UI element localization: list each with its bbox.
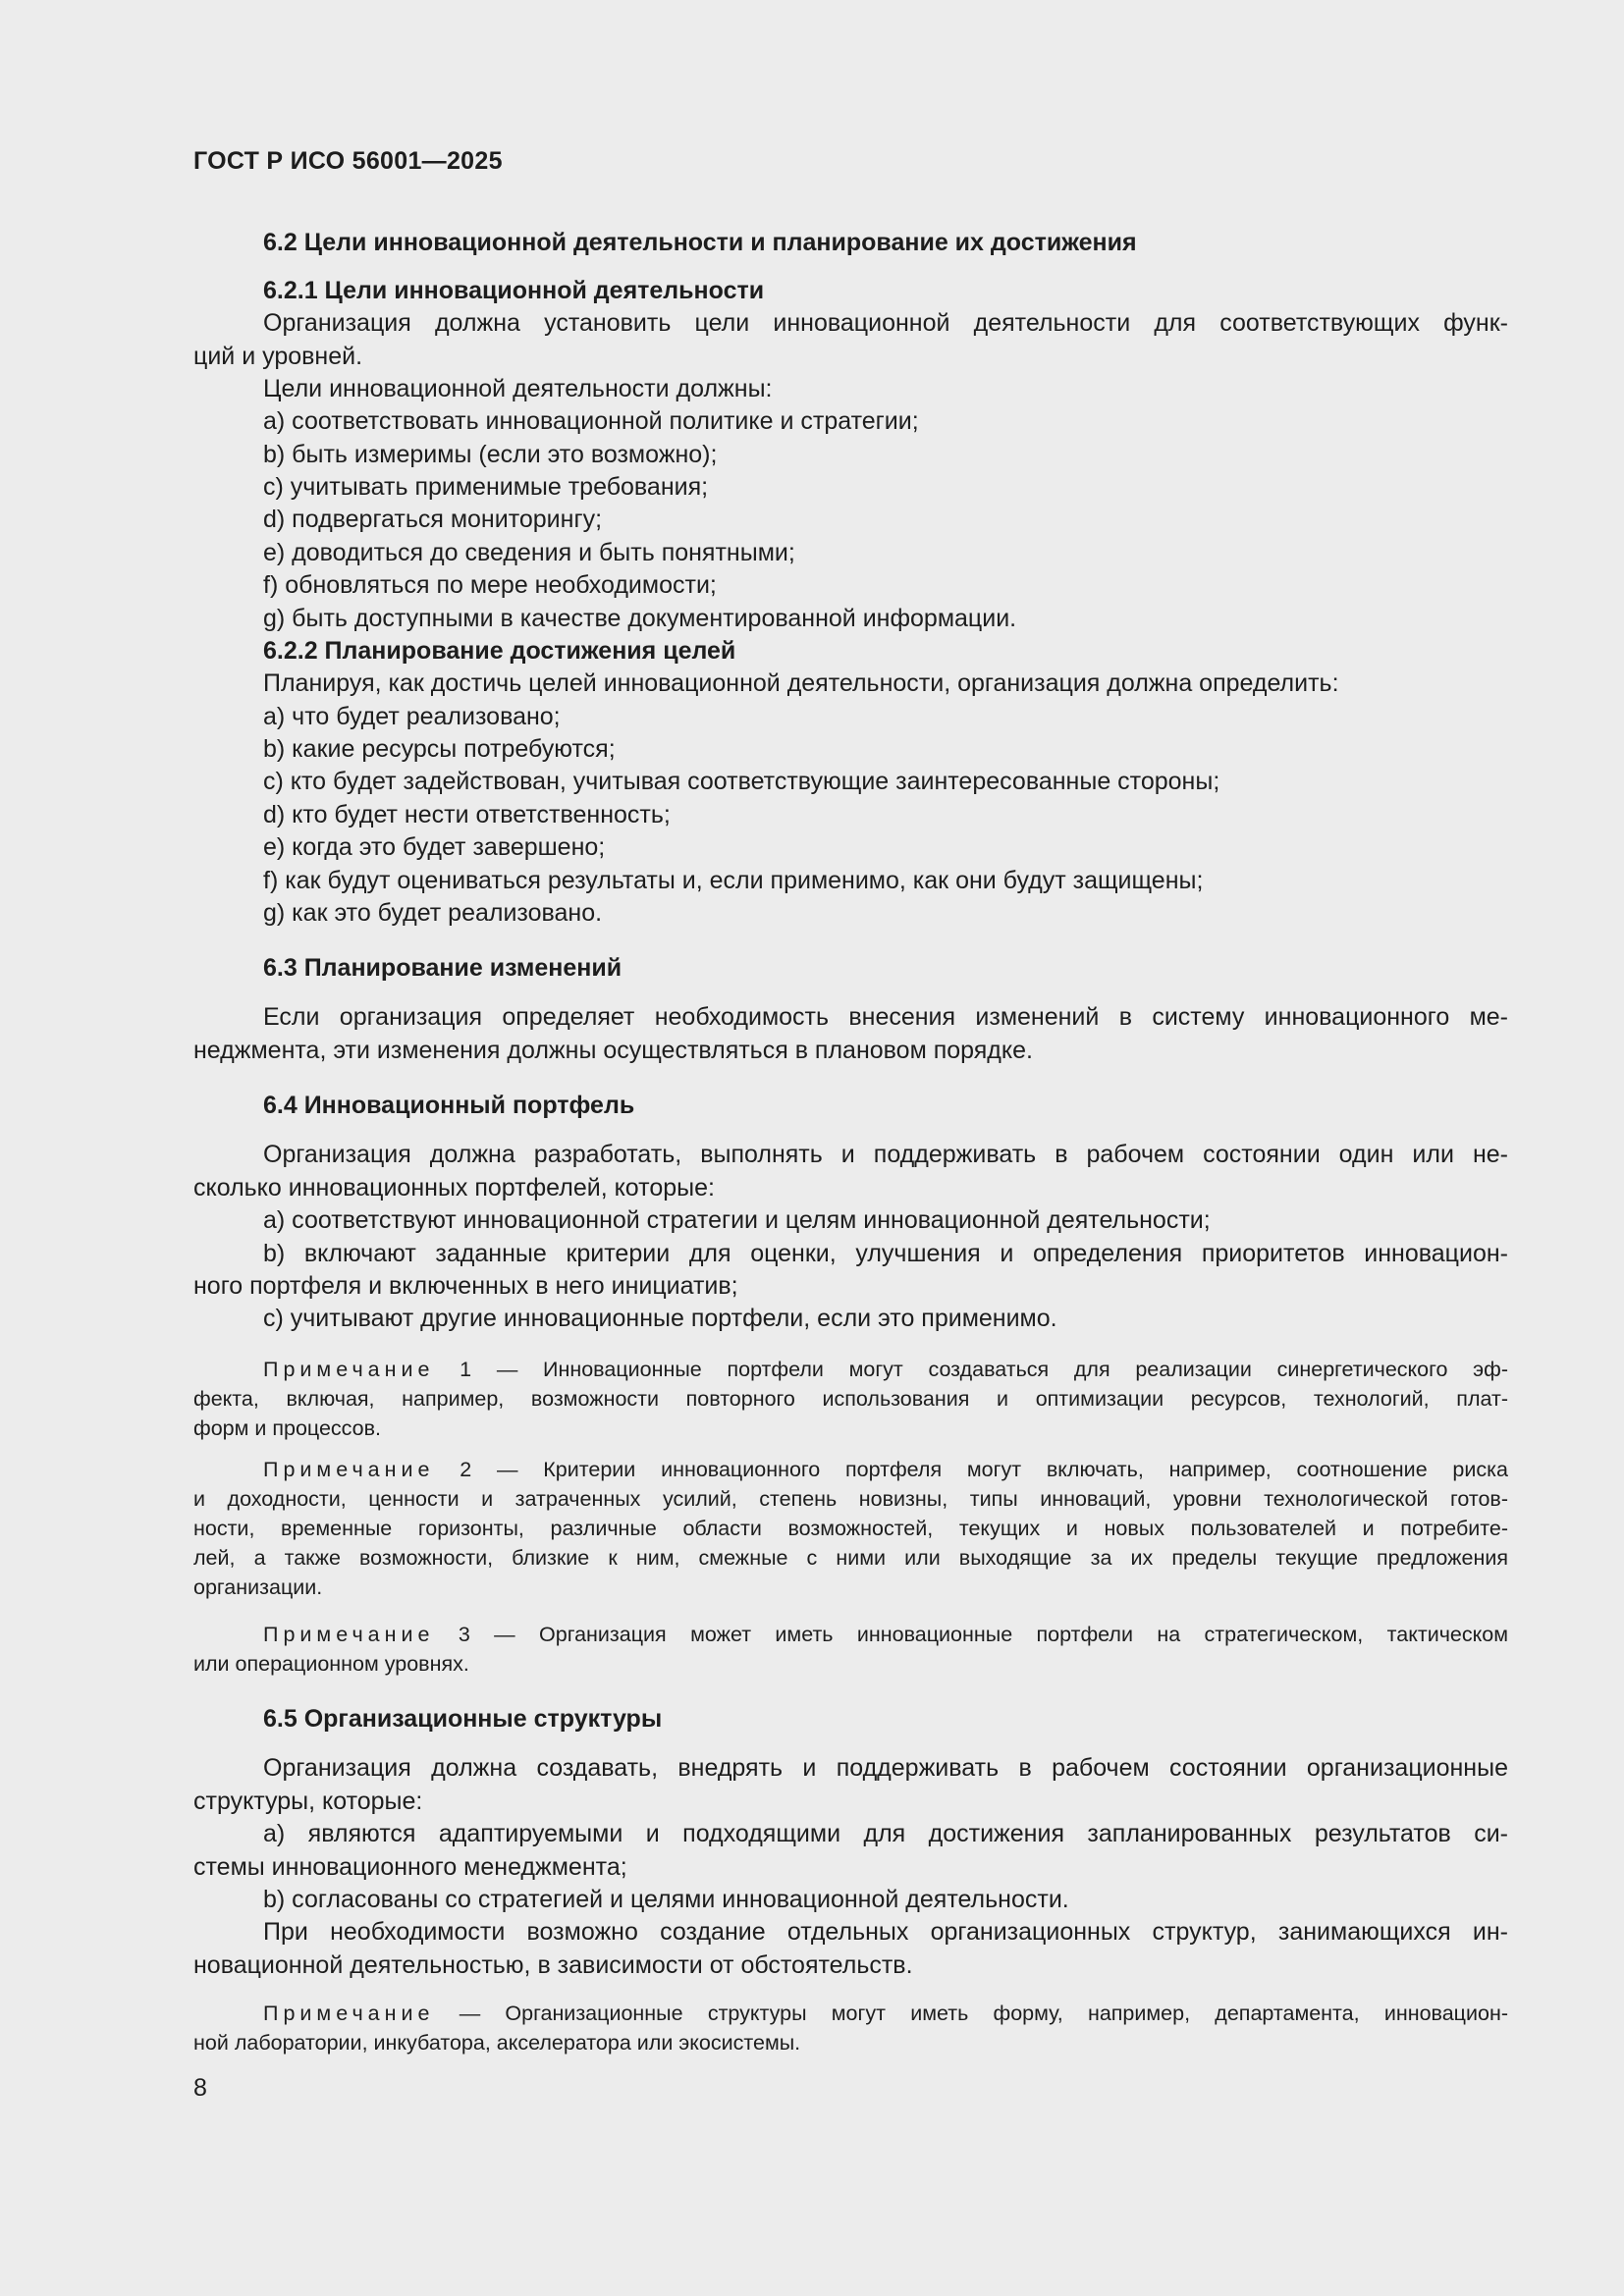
- text-line: d) кто будет нести ответственность;: [263, 801, 671, 828]
- note-label: Примечание: [263, 1458, 435, 1481]
- text-line: b) какие ресурсы потребуются;: [263, 735, 616, 763]
- section-heading: 6.2 Цели инновационной деятельности и планирование их достижения: [263, 229, 1137, 256]
- text-line: f) как будут оцениваться результаты и, если применимо, как они будут защищены;: [263, 867, 1204, 894]
- section-heading: 6.3 Планирование изменений: [263, 954, 623, 982]
- note-line: или операционном уровнях.: [193, 1652, 469, 1676]
- text-line: f) обновляться по мере необходимости;: [263, 571, 717, 599]
- text-line: a) что будет реализовано;: [263, 703, 561, 730]
- note-line: организации.: [193, 1575, 323, 1599]
- text-line: новационной деятельностью, в зависимости от обстоятельств.: [193, 1951, 913, 1979]
- section-heading: 6.5 Организационные структуры: [263, 1705, 663, 1733]
- text-line: c) учитывают другие инновационные портфели, если это применимо.: [263, 1305, 1057, 1332]
- text-line: c) учитывать применимые требования;: [263, 473, 709, 501]
- section-heading: 6.2.1 Цели инновационной деятельности: [263, 277, 765, 304]
- text-line: неджмента, эти изменения должны осуществляться в плановом порядке.: [193, 1037, 1033, 1064]
- note-line: ности, временные горизонты, различные области возможностей, текущих и новых пользователей и потребите-: [193, 1517, 1508, 1540]
- note-line: лей, а также возможности, близкие к ним, смежные с ними или выходящие за их пределы текущие предложения: [193, 1546, 1508, 1570]
- note-line: форм и процессов.: [193, 1416, 382, 1440]
- text-line: b) включают заданные критерии для оценки, улучшения и определения приоритетов инновацион-: [263, 1240, 1508, 1267]
- text-line: b) согласованы со стратегией и целями инновационной деятельности.: [263, 1886, 1069, 1913]
- note-label: Примечание: [263, 2002, 435, 2025]
- note-label: Примечание: [263, 1358, 435, 1381]
- text-line: ного портфеля и включенных в него инициатив;: [193, 1272, 738, 1300]
- text-line: g) как это будет реализовано.: [263, 899, 603, 927]
- text-line: e) когда это будет завершено;: [263, 833, 606, 861]
- text-line: a) являются адаптируемыми и подходящими для достижения запланированных результатов си-: [263, 1820, 1508, 1847]
- section-heading: 6.2.2 Планирование достижения целей: [263, 637, 736, 665]
- note-line: Примечание 3 — Организация может иметь инновационные портфели на стратегическом, тактическом: [263, 1623, 1508, 1646]
- text-line: d) подвергаться мониторингу;: [263, 506, 603, 533]
- text-line: Организация должна создавать, внедрять и поддерживать в рабочем состоянии организационные: [263, 1754, 1508, 1782]
- note-label: Примечание: [263, 1623, 435, 1646]
- note-line: и доходности, ценности и затраченных усилий, степень новизны, типы инноваций, уровни технологической готов-: [193, 1487, 1508, 1511]
- text-line: Организация должна разработать, выполнять и поддерживать в рабочем состоянии один или не-: [263, 1141, 1508, 1168]
- text-line: структуры, которые:: [193, 1788, 423, 1815]
- text-line: Цели инновационной деятельности должны:: [263, 375, 773, 402]
- text-line: e) доводиться до сведения и быть понятными;: [263, 539, 795, 566]
- note-line: Примечание — Организационные структуры могут иметь форму, например, департамента, инновацион-: [263, 2002, 1508, 2025]
- text-line: a) соответствовать инновационной политике и стратегии;: [263, 407, 919, 435]
- text-line: ций и уровней.: [193, 343, 363, 370]
- note-line: Примечание 1 — Инновационные портфели могут создаваться для реализации синергетического эф-: [263, 1358, 1508, 1381]
- text-line: Если организация определяет необходимость внесения изменений в систему инновационного ме-: [263, 1003, 1508, 1031]
- text-line: c) кто будет задействован, учитывая соответствующие заинтересованные стороны;: [263, 768, 1220, 795]
- text-line: При необходимости возможно создание отдельных организационных структур, занимающихся ин-: [263, 1918, 1508, 1946]
- text-line: сколько инновационных портфелей, которые:: [193, 1174, 715, 1201]
- text-line: g) быть доступными в качестве документированной информации.: [263, 605, 1017, 632]
- text-line: a) соответствуют инновационной стратегии и целям инновационной деятельности;: [263, 1206, 1211, 1234]
- text-line: b) быть измеримы (если это возможно);: [263, 441, 718, 468]
- note-line: Примечание 2 — Критерии инновационного портфеля могут включать, например, соотношение риска: [263, 1458, 1508, 1481]
- page-number: 8: [193, 2074, 207, 2102]
- text-line: Планируя, как достичь целей инновационной деятельности, организация должна определить:: [263, 669, 1339, 697]
- document-header: ГОСТ Р ИСО 56001—2025: [193, 147, 503, 175]
- note-line: ной лаборатории, инкубатора, акселератора или экосистемы.: [193, 2031, 801, 2055]
- section-heading: 6.4 Инновационный портфель: [263, 1092, 635, 1119]
- note-line: фекта, включая, например, возможности повторного использования и оптимизации ресурсов, технологий, плат-: [193, 1387, 1508, 1411]
- text-line: стемы инновационного менеджмента;: [193, 1853, 627, 1881]
- text-line: Организация должна установить цели инновационной деятельности для соответствующих функ-: [263, 309, 1508, 337]
